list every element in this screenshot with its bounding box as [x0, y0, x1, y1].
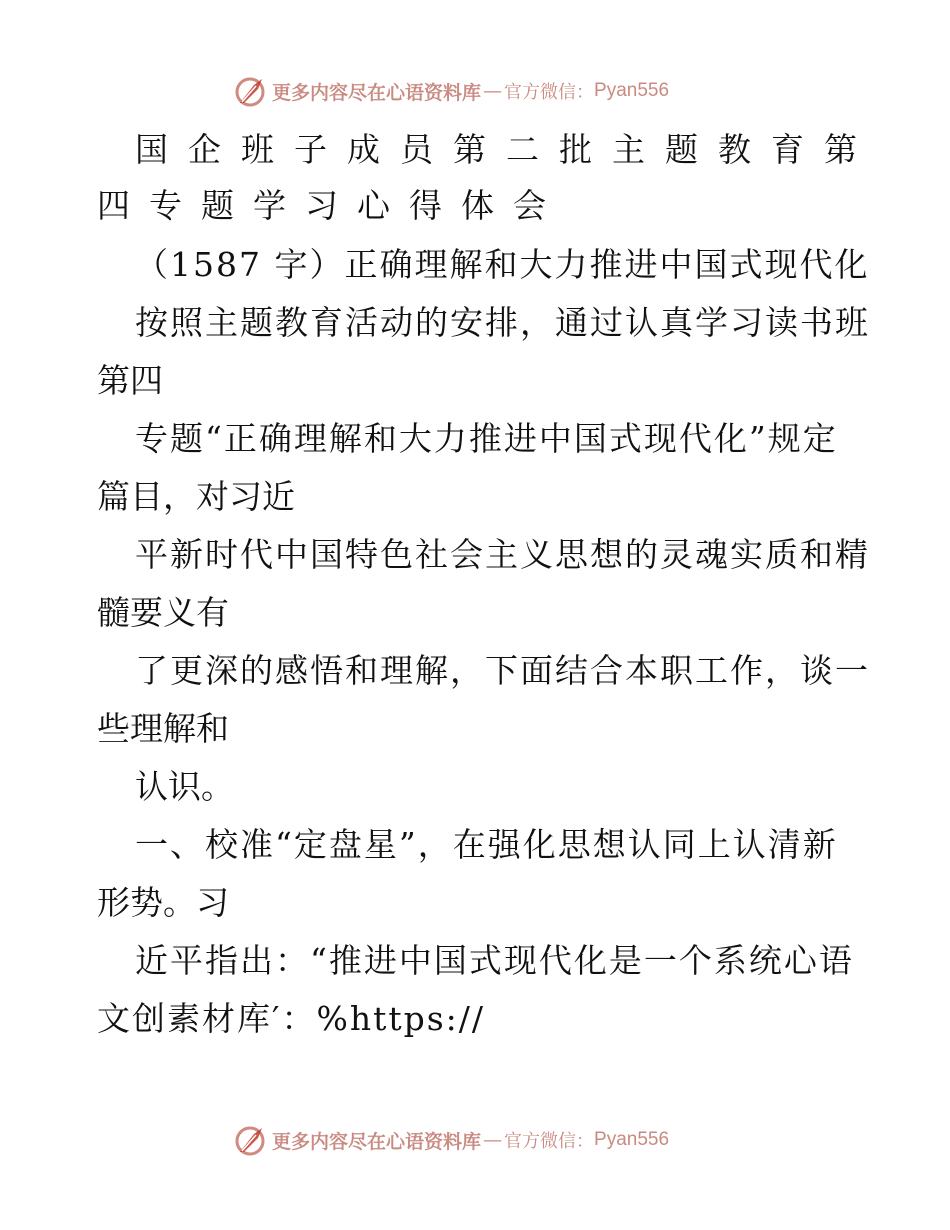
body-line: 第四 — [97, 361, 163, 400]
body-line: 一、校准“定盘星”，在强化思想认同上认清新 — [135, 825, 838, 864]
footer-watermark — [232, 1120, 669, 1160]
header-watermark — [232, 71, 669, 111]
body-line: 了更深的感悟和理解，下面结合本职工作，谈一 — [135, 651, 870, 690]
body-line: 按照主题教育活动的安排，通过认真学习读书班 — [135, 303, 870, 342]
body-line: 文创素材库′：%https:// — [97, 999, 486, 1038]
body-line: （1587 字）正确理解和大力推进中国式现代化 — [135, 245, 870, 284]
document-title — [97, 122, 877, 234]
body-line: 些理解和 — [97, 709, 229, 748]
watermark-dash: — — [483, 1129, 503, 1151]
title-line-2: 四专题学习心得体会 — [97, 186, 565, 225]
body-line: 篇目，对习近 — [97, 477, 295, 516]
body-line: 认识。 — [135, 767, 234, 806]
body-line: 平新时代中国特色社会主义思想的灵魂实质和精 — [135, 535, 870, 574]
body-line: 近平指出：“推进中国式现代化是一个系统心语 — [135, 941, 854, 980]
watermark-wechat-id: Pyan556 — [594, 80, 670, 101]
watermark-dash: — — [483, 80, 503, 102]
watermark-brand: 更多内容尽在心语资料库 — [272, 1130, 482, 1153]
watermark-brand: 更多内容尽在心语资料库 — [272, 81, 482, 104]
title-line-1: 国企班子成员第二批主题教育第 — [135, 130, 877, 169]
watermark-official-label: 官方微信： — [504, 82, 595, 103]
watermark-wechat-id: Pyan556 — [594, 1129, 670, 1150]
body-line: 专题“正确理解和大力推进中国式现代化”规定 — [135, 419, 838, 458]
quill-logo-icon — [232, 1122, 268, 1158]
quill-logo-icon — [232, 73, 268, 109]
document-body — [97, 236, 870, 1048]
body-line: 形势。习 — [97, 883, 229, 922]
body-line: 髓要义有 — [97, 593, 229, 632]
watermark-official-label: 官方微信： — [504, 1131, 595, 1152]
